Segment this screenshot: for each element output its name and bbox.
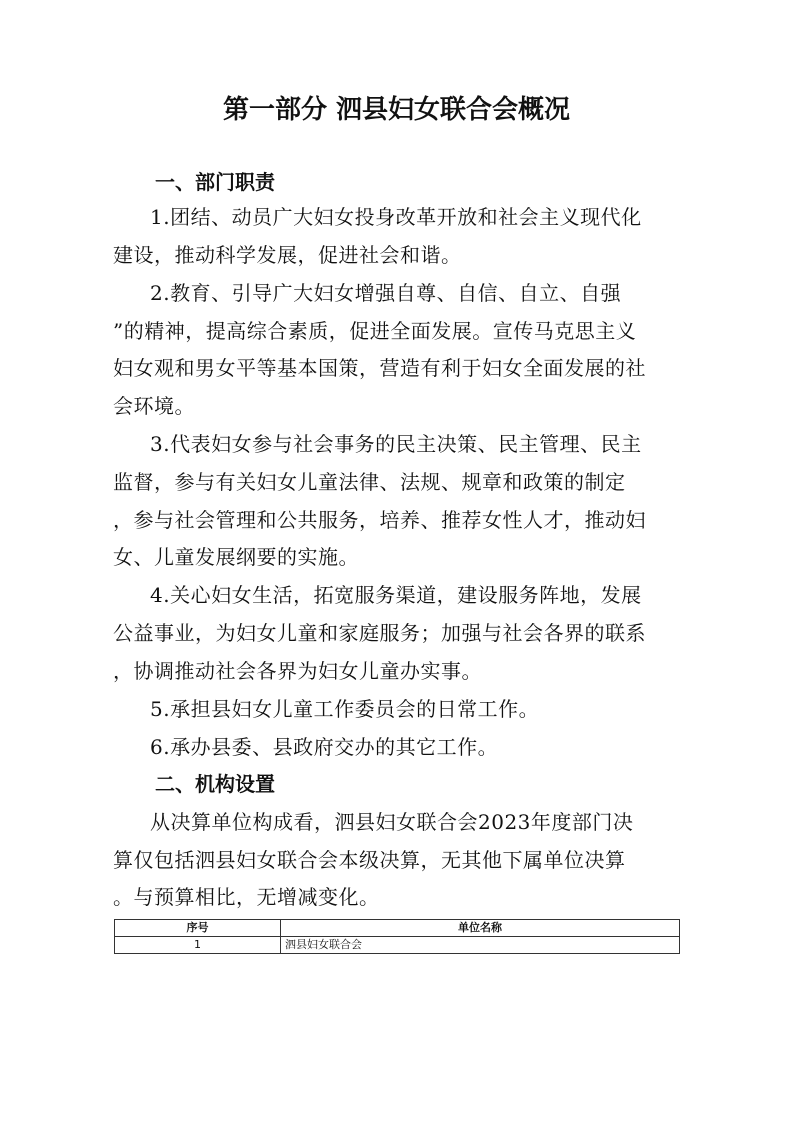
paragraph-line: 公益事业，为妇女儿童和家庭服务；加强与社会各界的联系 bbox=[113, 621, 646, 645]
paragraph-line: 从决算单位构成看，泗县妇女联合会2023年度部门决 bbox=[150, 810, 634, 834]
table-header-row bbox=[115, 920, 680, 937]
paragraph-line: ，协调推动社会各界为妇女儿童办实事。 bbox=[113, 659, 482, 683]
paragraph-line: 6.承办县委、县政府交办的其它工作。 bbox=[150, 735, 499, 759]
paragraph-line: 5.承担县妇女儿童工作委员会的日常工作。 bbox=[150, 697, 540, 721]
paragraph-line: 4.关心妇女生活，拓宽服务渠道，建设服务阵地，发展 bbox=[150, 583, 642, 607]
paragraph-line: 算仅包括泗县妇女联合会本级决算，无其他下属单位决算 bbox=[113, 848, 626, 872]
table-row bbox=[115, 937, 680, 954]
paragraph-line: 3.代表妇女参与社会事务的民主决策、民主管理、民主 bbox=[150, 432, 642, 456]
paragraph-line: 1.团结、动员广大妇女投身改革开放和社会主义现代化 bbox=[150, 205, 642, 229]
unit-table bbox=[114, 919, 680, 954]
paragraph-line: 建设，推动科学发展，促进社会和谐。 bbox=[113, 243, 462, 267]
section-heading-organization: 二、机构设置 bbox=[155, 772, 275, 796]
paragraph-line: 。与预算相比，无增减变化。 bbox=[113, 885, 380, 909]
paragraph-line: 妇女观和男女平等基本国策，营造有利于妇女全面发展的社 bbox=[113, 356, 646, 380]
column-header-index: 序号 bbox=[115, 920, 281, 937]
column-header-unit-name: 单位名称 bbox=[281, 920, 680, 937]
paragraph-line: ”的精神，提高综合素质，促进全面发展。宣传马克思主义 bbox=[113, 319, 637, 343]
table-cell-unit-name: 泗县妇女联合会 bbox=[281, 937, 680, 954]
page-title: 第一部分 泗县妇女联合会概况 bbox=[222, 95, 571, 125]
paragraph-line: 会环境。 bbox=[113, 394, 195, 418]
section-heading-responsibilities: 一、部门职责 bbox=[155, 170, 275, 194]
paragraph-line: 监督，参与有关妇女儿童法律、法规、规章和政策的制定 bbox=[113, 470, 626, 494]
table-cell-index: 1 bbox=[115, 937, 281, 954]
paragraph-line: ，参与社会管理和公共服务，培养、推荐女性人才，推动妇 bbox=[113, 508, 646, 532]
paragraph-line: 女、儿童发展纲要的实施。 bbox=[113, 545, 359, 569]
paragraph-line: 2.教育、引导广大妇女增强自尊、自信、自立、自强 bbox=[150, 281, 622, 305]
